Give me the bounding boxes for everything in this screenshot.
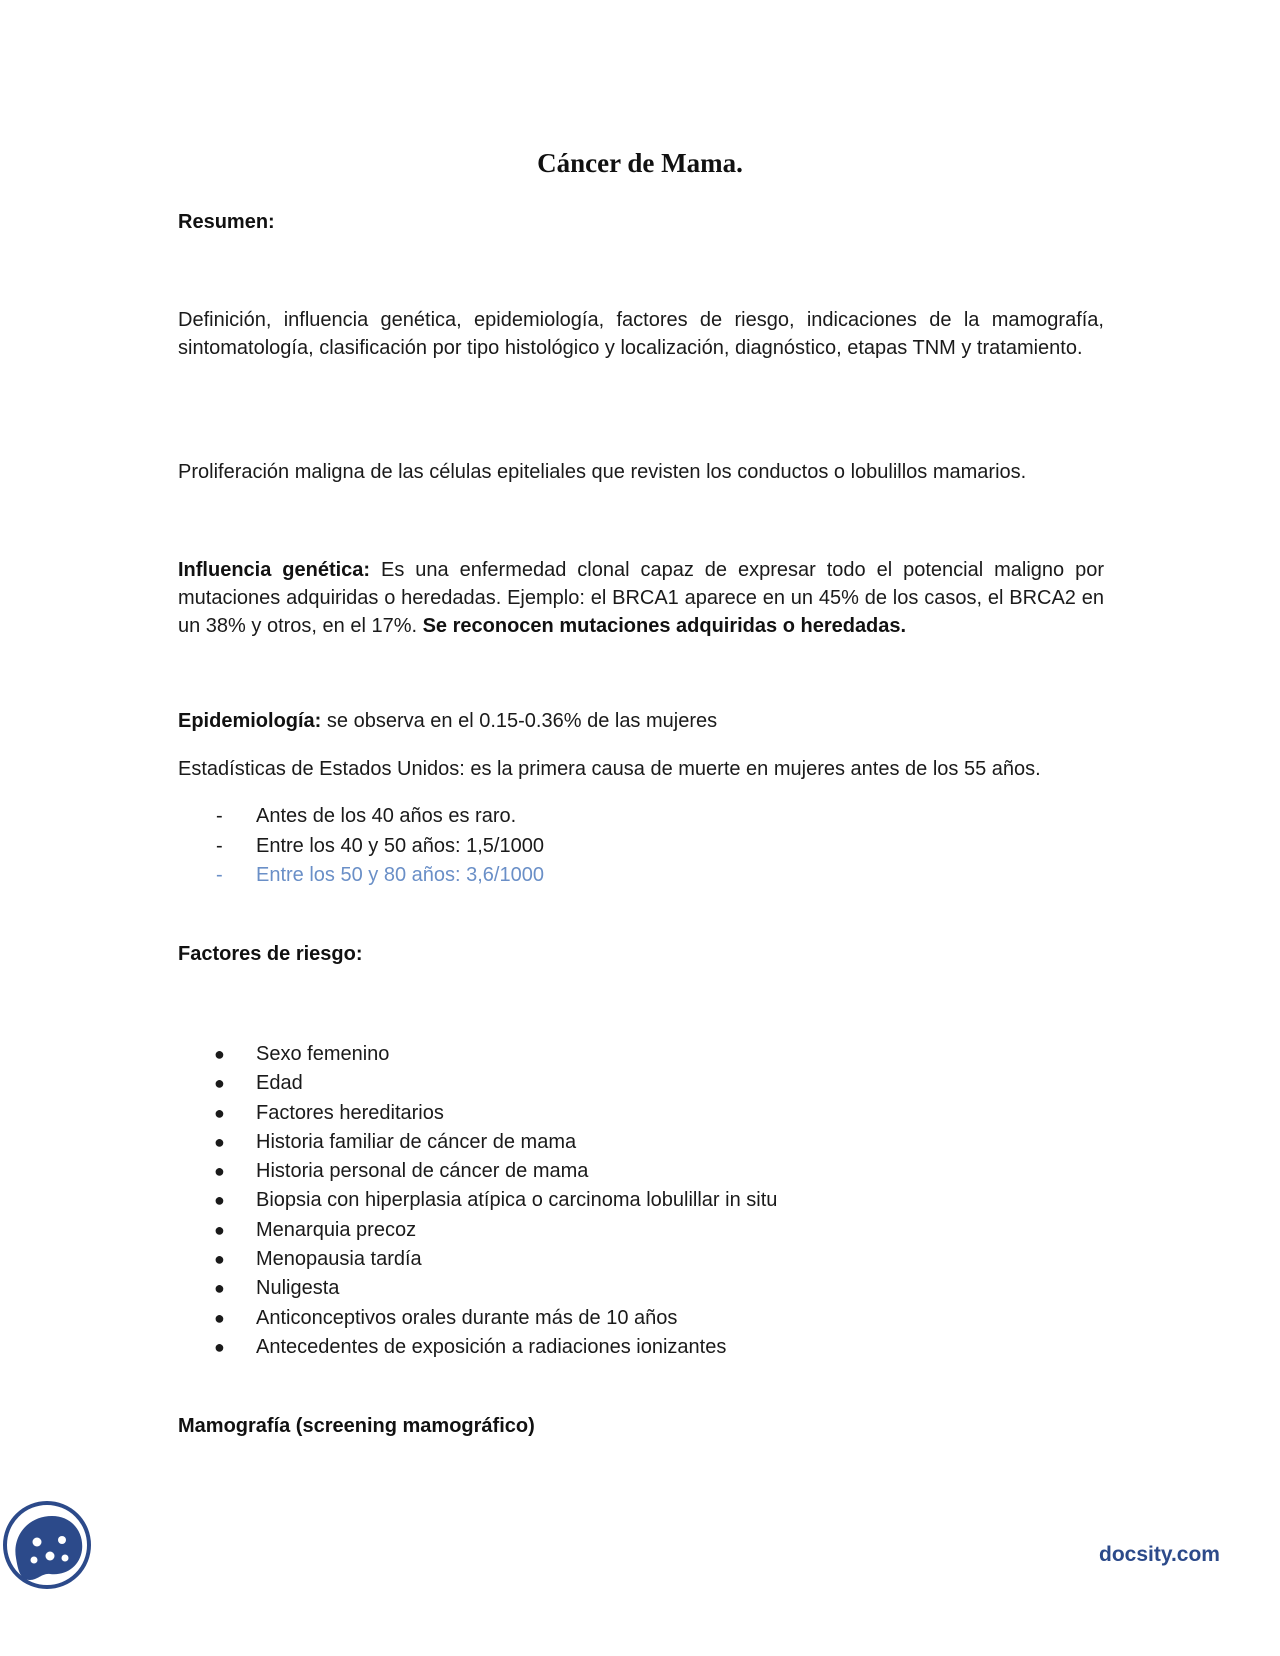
estadisticas-paragraph: Estadísticas de Estados Unidos: es la primera causa de muerte en mujeres antes de los 55 años. <box>178 758 1041 780</box>
definition-paragraph: Proliferación maligna de las células epiteliales que revisten los conductos o lobulillos mamarios. <box>178 461 1027 483</box>
age-list-item <box>0 832 1280 862</box>
risk-factor-item <box>0 1304 1280 1333</box>
docsity-logo-icon <box>2 1500 92 1590</box>
genetica-bold-end: Se reconocen mutaciones adquiridas o heredadas. <box>422 615 907 637</box>
risk-factor-text: Menarquia precoz <box>256 1218 417 1241</box>
risk-factor-item <box>0 1216 1280 1245</box>
risk-factor-item <box>0 1099 1280 1128</box>
mamografia-heading: Mamografía (screening mamográfico) <box>178 1415 535 1437</box>
risk-factor-text: Sexo femenino <box>256 1043 390 1065</box>
bullet-icon: ● <box>214 1219 225 1240</box>
dash-marker: - <box>216 805 223 827</box>
age-list-text: Antes de los 40 años es raro. <box>256 805 517 827</box>
risk-factor-item <box>0 1128 1280 1157</box>
risk-factors-list <box>0 1040 1280 1362</box>
risk-factor-text: Menopausia tardía <box>256 1248 422 1271</box>
bullet-icon: ● <box>214 1161 225 1182</box>
age-list-item <box>0 861 1280 891</box>
resumen-paragraph: Definición, influencia genética, epidemiología, factores de riesgo, indicaciones de la mamografía, sintomatología, clasificación por tipo histológico y localización, diagnóstico, etapas TNM y tratamiento. <box>178 309 1104 359</box>
age-list-item <box>0 802 1280 832</box>
risk-factor-text: Antecedentes de exposición a radiaciones ionizantes <box>256 1335 727 1358</box>
bullet-icon: ● <box>214 1102 225 1123</box>
docsity-brand[interactable]: docsity.com <box>1099 1543 1220 1566</box>
risk-factor-item <box>0 1186 1280 1215</box>
epidemiologia-paragraph <box>178 710 717 733</box>
bullet-icon: ● <box>214 1044 225 1064</box>
risk-factor-text: Factores hereditarios <box>256 1101 444 1124</box>
risk-factor-text: Anticonceptivos orales durante más de 10 años <box>256 1306 678 1329</box>
age-list-text: Entre los 50 y 80 años: 3,6/1000 <box>256 864 544 887</box>
risk-factor-item <box>0 1274 1280 1303</box>
bullet-icon: ● <box>214 1278 225 1299</box>
genetica-paragraph <box>178 556 1104 640</box>
dash-marker: - <box>216 834 223 857</box>
age-statistics-list <box>0 802 1280 891</box>
resumen-heading: Resumen: <box>178 211 275 233</box>
genetica-label: Influencia genética: <box>178 559 371 581</box>
epidemiologia-text: se observa en el 0.15-0.36% de las mujeres <box>321 710 718 732</box>
risk-factor-text: Historia personal de cáncer de mama <box>256 1160 589 1183</box>
risk-factor-item <box>0 1333 1280 1362</box>
risk-factor-text: Biopsia con hiperplasia atípica o carcinoma lobulillar in situ <box>256 1189 778 1212</box>
bullet-icon: ● <box>214 1249 225 1270</box>
risk-factor-item <box>0 1040 1280 1069</box>
risk-factor-item <box>0 1157 1280 1186</box>
genetica-text: Es una enfermedad clonal capaz de expresar todo el potencial maligno por mutaciones adquiridas o heredadas. Ejemplo: el BRCA1 aparece en un 45% de los casos, el BRCA2 en un 38% y otros, en el 17%. <box>178 559 1104 637</box>
factores-heading: Factores de riesgo: <box>178 943 363 965</box>
risk-factor-item <box>0 1245 1280 1274</box>
risk-factor-text: Edad <box>256 1072 303 1095</box>
bullet-icon: ● <box>214 1073 225 1094</box>
bullet-icon: ● <box>214 1336 225 1357</box>
risk-factor-item <box>0 1069 1280 1098</box>
age-list-text: Entre los 40 y 50 años: 1,5/1000 <box>256 834 544 857</box>
bullet-icon: ● <box>214 1190 225 1211</box>
bullet-icon: ● <box>214 1307 225 1328</box>
dash-marker: - <box>216 864 223 887</box>
bullet-icon: ● <box>214 1131 225 1152</box>
epidemiologia-label: Epidemiología: <box>178 710 322 732</box>
risk-factor-text: Nuligesta <box>256 1277 340 1300</box>
document-title: Cáncer de Mama. <box>537 148 743 178</box>
risk-factor-text: Historia familiar de cáncer de mama <box>256 1130 577 1153</box>
